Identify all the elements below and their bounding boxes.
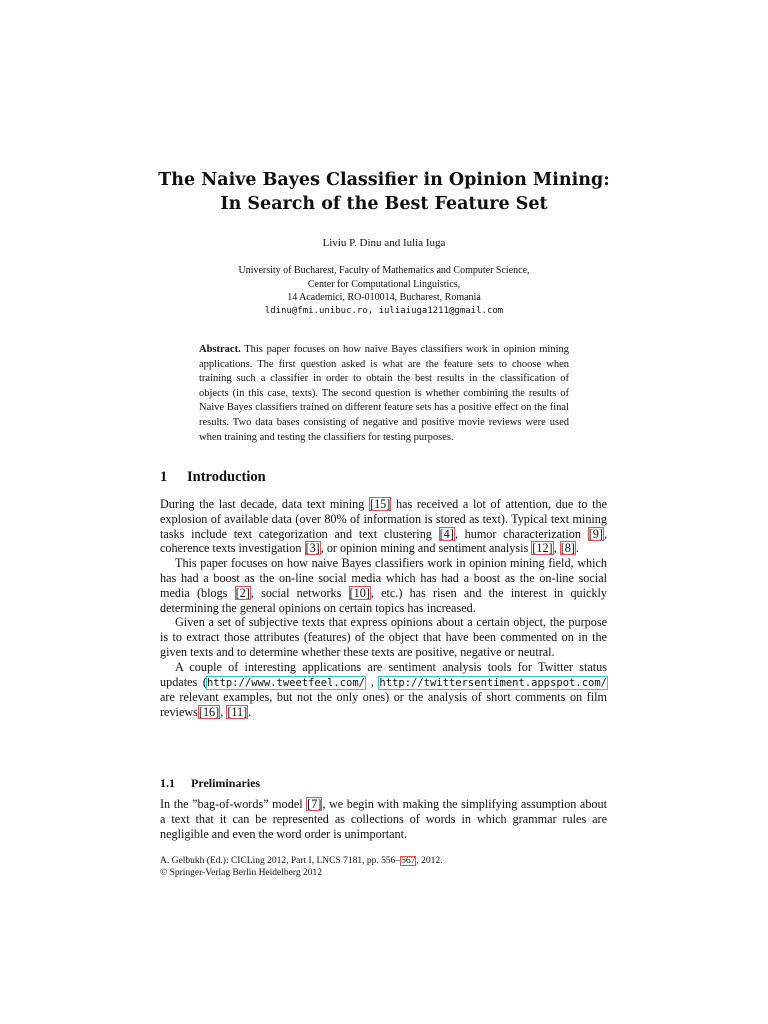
- intro-paragraph-3: Given a set of subjective texts that express opinions about a certain object, the purpose is to extract those attributes (features) of the object that have been commented on in the given texts and to determine whether these texts are positive, negative or neutral.: [160, 615, 607, 659]
- citation-link[interactable]: [4]: [439, 526, 454, 541]
- affiliation: [0, 264, 768, 318]
- subsection-heading-preliminaries: [160, 776, 260, 791]
- footer-citation-line: A. Gelbukh (Ed.): CICLing 2012, Part I, LNCS 7181, pp. 556–567, 2012.: [160, 856, 443, 866]
- author-emails: ldinu@fmi.unibuc.ro, iuliaiuga1211@gmail.com: [264, 305, 504, 316]
- citation-link[interactable]: [2]: [235, 585, 250, 600]
- publication-footer: [160, 855, 443, 879]
- preliminaries-body: [160, 797, 607, 841]
- citation-link[interactable]: [7]: [307, 797, 322, 811]
- affiliation-line-2: Center for Computational Linguistics,: [307, 278, 461, 290]
- citation-link[interactable]: [12]: [532, 541, 553, 556]
- paper-title: [0, 168, 768, 216]
- citation-link[interactable]: [16]: [198, 705, 220, 720]
- prelim-paragraph: In the ”bag-of-words” model [7], we begin with making the simplifying assumption about a text that it can be represented as collections of words in which grammar rules are negligible and even the word order is unimportant.: [160, 797, 608, 841]
- citation-link[interactable]: [3]: [305, 541, 320, 556]
- authors: Liviu P. Dinu and Iulia Iuga: [322, 237, 446, 249]
- intro-paragraph-2: This paper focuses on how naive Bayes classifiers work in opinion mining field, which has had a boost as the on-line social media which has had a boost as the on-line social media (blogs [2], social networks [10], etc.) has risen and the interest in quickly determining the general opinions on certain topics has increased.: [160, 556, 607, 615]
- section-title: Introduction: [187, 469, 266, 485]
- subsection-title: Preliminaries: [191, 776, 261, 790]
- intro-paragraph-1: During the last decade, data text mining [15] has received a lot of attention, due to the explosion of available data (over 80% of information is stored as text). Typical text mining tasks include text categorization and text clustering [4], humor characterization [9], coherence texts investigation [3], or opinion mining and sentiment analysis [12], [8].: [160, 497, 607, 556]
- title-line-2: In Search of the Best Feature Set: [220, 194, 548, 214]
- section-heading-introduction: [160, 469, 266, 486]
- introduction-body: [160, 497, 607, 720]
- title-line-1: The Naive Bayes Classifier in Opinion Mining:: [158, 170, 610, 190]
- url-link-twittersentiment[interactable]: http://twittersentiment.appspot.com/: [379, 676, 607, 689]
- section-number: 1: [160, 469, 168, 485]
- url-link-tweetfeel[interactable]: http://www.tweetfeel.com/: [206, 676, 366, 689]
- subsection-number: 1.1: [160, 776, 175, 790]
- abstract-text: This paper focuses on how naive Bayes classifiers work in opinion mining applications. The first question asked is what are the feature sets to choose when training such a classifier in order to obtain the best results in the classification of objects (in this case, texts). The second question is whether combining the results of Naive Bayes classifiers trained on different feature sets has a positive effect on the final results. Two data bases consisting of negative and positive movie reviews were used when training and testing the classifiers for testing purposes.: [199, 344, 569, 443]
- abstract: [199, 343, 569, 445]
- intro-paragraph-4: A couple of interesting applications are sentiment analysis tools for Twitter status updates (http://www.tweetfeel.com/ , http://twittersentiment.appspot.com/ are relevant examples, but not the only ones) or the analysis of short comments on film reviews[16], [11].: [160, 659, 607, 720]
- abstract-label: Abstract.: [199, 344, 241, 355]
- citation-link[interactable]: [8]: [560, 541, 575, 556]
- page-range-link[interactable]: 567: [401, 856, 416, 866]
- citation-link[interactable]: [11]: [227, 705, 248, 720]
- citation-link[interactable]: [15]: [370, 497, 391, 511]
- affiliation-line-1: University of Bucharest, Faculty of Mathematics and Computer Science,: [238, 265, 530, 276]
- affiliation-line-3: 14 Academici, RO-010014, Bucharest, Romania: [287, 292, 481, 303]
- citation-link[interactable]: [10]: [349, 585, 370, 600]
- copyright-line: © Springer-Verlag Berlin Heidelberg 2012: [160, 868, 322, 878]
- citation-link[interactable]: [9]: [588, 526, 603, 541]
